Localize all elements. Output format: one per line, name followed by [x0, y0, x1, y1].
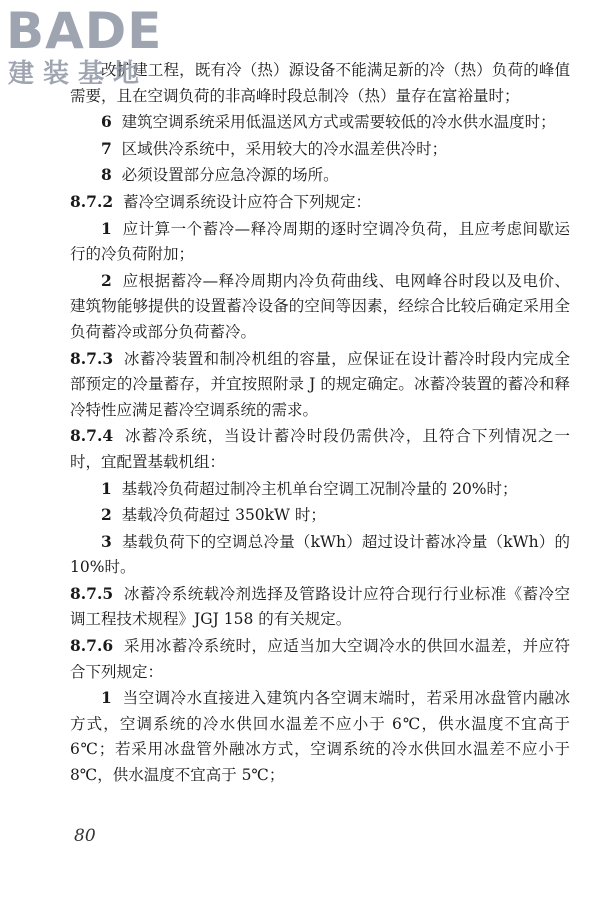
item-text: 应根据蓄冷—释冷周期内冷负荷曲线、电网峰谷时段以及电价、建筑物能够提供的设置蓄冷设备的空间等因素，经综合比较后确定采用全负荷蓄冷或部分负荷蓄冷。: [70, 271, 570, 341]
logo-chinese-text: 建装基地: [8, 59, 149, 89]
item-text: 当空调冷水直接进入建筑内各空调末端时，若采用冰盘管内融冰方式，空调系统的冷水供回水温差不应小于 6℃，供水温度不宜高于 6℃；若采用冰盘管外融冰方式，空调系统的冷水供回水温差不应小于 8℃，供水温度不宜高于 5℃；: [70, 689, 570, 785]
list-item: [70, 216, 570, 268]
logo-latin-text: BADE: [6, 2, 163, 60]
item-number: 2: [101, 270, 112, 290]
item-number: 2: [101, 505, 112, 525]
item-number: 8: [101, 165, 112, 185]
item-number: 6: [101, 112, 112, 132]
clause-8-7-6: [70, 633, 570, 685]
item-text: 区域供冷系统中，采用较大的冷水温差供冷时；: [121, 139, 448, 158]
item-text: 应计算一个蓄冷—释冷周期的逐时空调冷负荷，且应考虑间歇运行的冷负荷附加；: [70, 219, 570, 264]
item-text: 必须设置部分应急冷源的场所。: [121, 166, 339, 185]
item-text: 基载负荷下的空调总冷量（kWh）超过设计蓄冰冷量（kWh）的 10%时。: [70, 532, 570, 577]
list-item: [70, 109, 570, 136]
list-item: [70, 685, 570, 788]
list-item: [70, 502, 570, 529]
clause-text: 冰蓄冷系统载冷剂选择及管路设计应符合现行行业标准《蓄冷空调工程技术规程》JGJ 158 的有关规定。: [70, 584, 570, 629]
clause-text: 冰蓄冷装置和制冷机组的容量，应保证在设计蓄冷时段内完成全部预定的冷量蓄存，并宜按照附录 J 的规定确定。冰蓄冷装置的蓄冷和释冷特性应满足蓄冷空调系统的需求。: [70, 349, 570, 419]
clause-number: 8.7.6: [70, 636, 114, 656]
item-number: 1: [101, 688, 112, 708]
clause-number: 8.7.2: [70, 191, 114, 211]
clause-text: 蓄冷空调系统设计应符合下列规定：: [123, 192, 372, 211]
page-number: 80: [74, 826, 96, 846]
bade-watermark-logo: [6, 4, 176, 96]
item-number: 1: [101, 478, 112, 498]
item-text: 基载冷负荷超过制冷主机单台空调工况制冷量的 20%时；: [121, 479, 518, 498]
clause-number: 8.7.5: [70, 583, 114, 603]
item-text: 基载冷负荷超过 350kW 时；: [121, 506, 326, 525]
document-body: [70, 58, 570, 789]
clause-8-7-5: [70, 581, 570, 633]
list-item: [70, 136, 570, 163]
list-item: [70, 162, 570, 189]
clause-text: 采用冰蓄冷系统时，应适当加大空调冷水的供回水温差，并应符合下列规定：: [70, 637, 570, 681]
clause-text: 冰蓄冷系统，当设计蓄冷时段仍需供冷，且符合下列情况之一时，宜配置基载机组：: [70, 427, 570, 471]
list-item: [70, 529, 570, 581]
item-text: 建筑空调系统采用低温送风方式或需要较低的冷水供水温度时；: [121, 113, 556, 132]
list-item: [70, 268, 570, 346]
clause-8-7-2: [70, 189, 570, 216]
item-number: 3: [101, 531, 112, 551]
clause-8-7-4: [70, 423, 570, 475]
item-number: 1: [101, 218, 112, 238]
clause-number: 8.7.3: [70, 348, 114, 368]
item-number: 7: [101, 138, 112, 158]
paragraph-text: 改扩建工程，既有冷（热）源设备不能满足新的冷（热）负荷的峰值需要，且在空调负荷的非高峰时段总制冷（热）量存在富裕量时；: [70, 61, 570, 105]
clause-number: 8.7.4: [70, 426, 114, 446]
clause-8-7-3: [70, 346, 570, 424]
list-item: [70, 476, 570, 503]
